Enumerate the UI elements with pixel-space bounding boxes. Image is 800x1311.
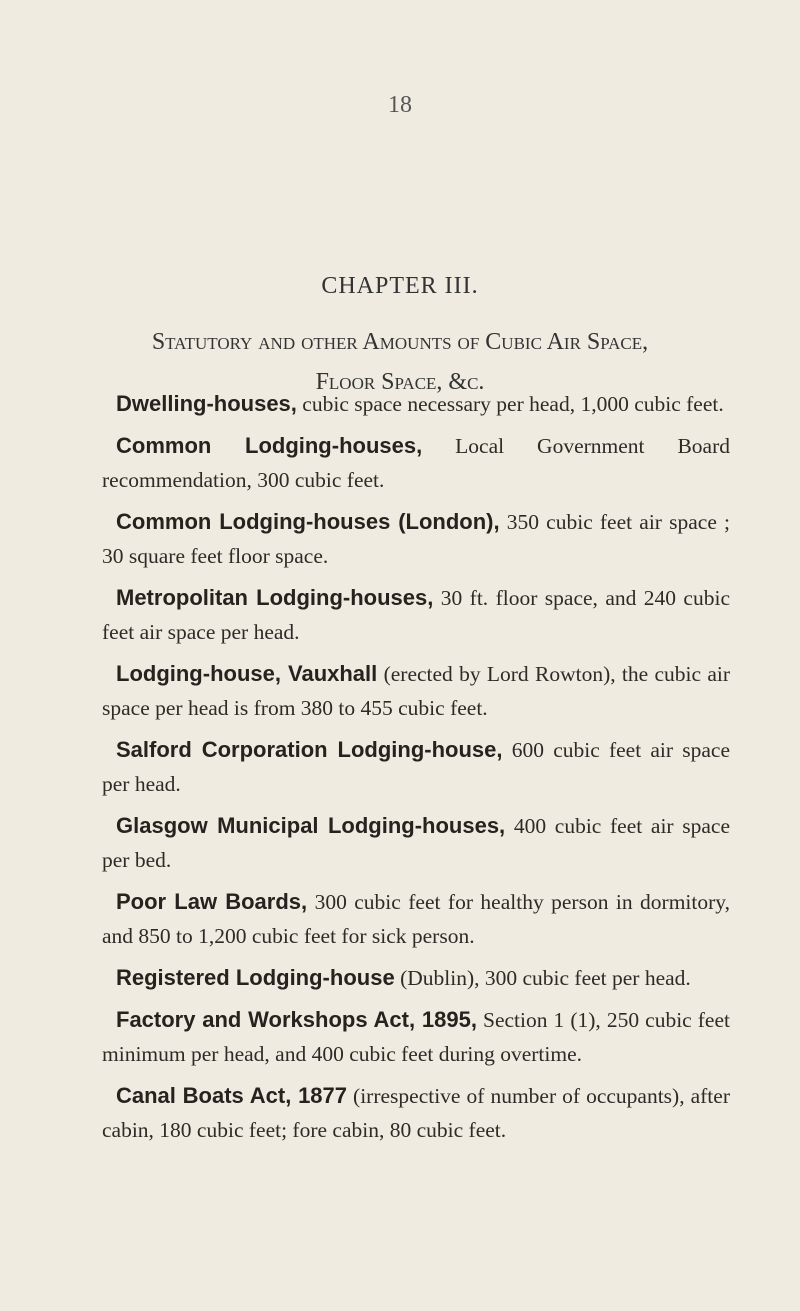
entry-poor-law-boards xyxy=(102,885,730,953)
subtitle-line-1: Statutory and other Amounts of Cubic Air Space, xyxy=(151,329,649,355)
entry-heading: Registered Lodging-house xyxy=(116,965,395,990)
entry-text: Section 1 (1), 250 cubic feet minimum per head, and 400 cubic feet during overtime. xyxy=(102,1008,730,1066)
subtitle-line-2: Floor Space, &c. xyxy=(315,369,485,395)
entry-list xyxy=(102,387,730,1155)
entry-heading: Canal Boats Act, 1877 xyxy=(116,1083,348,1108)
entry-text: (irrespective of number of occupants), after cabin, 180 cubic feet; fore cabin, 80 cubic feet. xyxy=(102,1084,730,1142)
entry-heading: Glasgow Municipal Lodging-houses, xyxy=(116,813,506,838)
entry-text: Local Government Board recommendation, 300 cubic feet. xyxy=(102,434,730,492)
entry-heading: Poor Law Boards, xyxy=(116,889,308,914)
entry-text: 30 ft. floor space, and 240 cubic feet air space per head. xyxy=(102,586,730,644)
entry-text: 300 cubic feet for healthy person in dormitory, and 850 to 1,200 cubic feet for sick person. xyxy=(102,890,730,948)
entry-heading: Common Lodging-houses, xyxy=(116,433,423,458)
entry-text: 400 cubic feet air space per bed. xyxy=(102,814,731,872)
entry-registered-lodging-house xyxy=(102,961,730,995)
entry-text: cubic space necessary per head, 1,000 cubic feet. xyxy=(296,392,724,416)
entry-lodging-house-vauxhall xyxy=(102,657,730,725)
entry-common-lodging-houses xyxy=(102,429,730,497)
entry-metropolitan-lodging-houses xyxy=(102,581,730,649)
entry-text: 350 cubic feet air space ; 30 square feet floor space. xyxy=(102,510,730,568)
page-number: 18 xyxy=(388,92,412,118)
entry-canal-boats-act xyxy=(102,1079,730,1147)
entry-heading: Common Lodging-houses (London), xyxy=(116,509,500,534)
entry-text: (erected by Lord Rowton), the cubic air space per head is from 380 to 455 cubic feet. xyxy=(102,662,730,720)
entry-heading: Dwelling-houses, xyxy=(116,391,297,416)
entry-heading: Salford Corporation Lodging-house, xyxy=(116,737,503,762)
entry-heading: Lodging-house, Vauxhall xyxy=(116,661,378,686)
entry-text: 600 cubic feet air space per head. xyxy=(102,738,731,796)
chapter-title: CHAPTER III. xyxy=(321,273,479,299)
entry-factory-workshops-act xyxy=(102,1003,730,1071)
entry-text: (Dublin), 300 cubic feet per head. xyxy=(394,966,691,990)
entry-glasgow-municipal xyxy=(102,809,730,877)
entry-salford-corporation xyxy=(102,733,730,801)
entry-common-lodging-houses-london xyxy=(102,505,730,573)
entry-dwelling-houses xyxy=(102,387,730,421)
entry-heading: Metropolitan Lodging-houses, xyxy=(116,585,434,610)
entry-heading: Factory and Workshops Act, 1895, xyxy=(116,1007,477,1032)
